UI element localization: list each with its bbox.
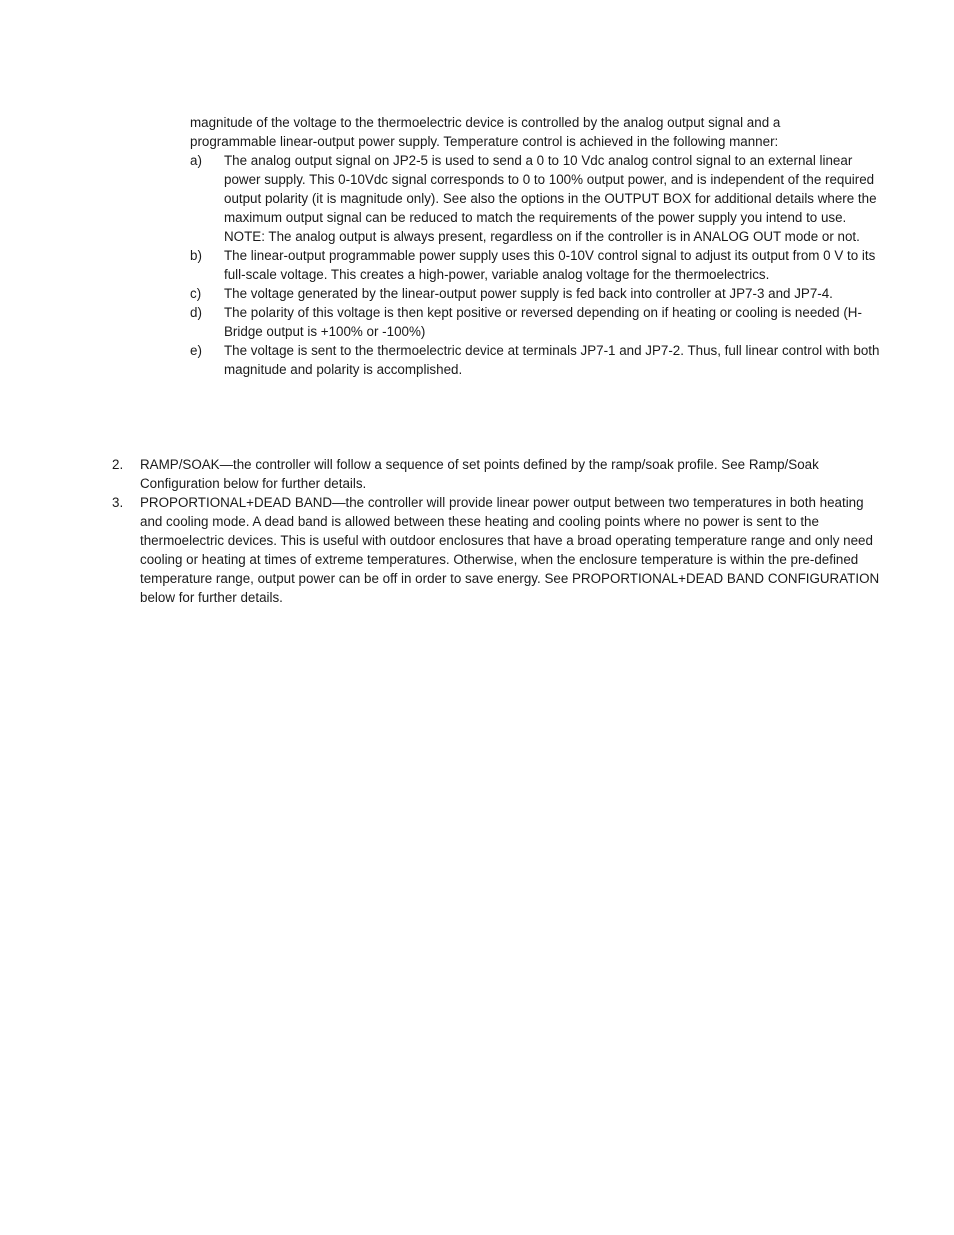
list-marker: b) bbox=[190, 248, 202, 263]
numbered-list bbox=[112, 455, 880, 607]
list-marker: c) bbox=[190, 286, 202, 301]
list-marker: e) bbox=[190, 343, 202, 358]
list-item-text: The polarity of this voltage is then kept positive or reversed depending on if heating or cooling is needed (H-Bridge output is +100% or -100%) bbox=[224, 305, 862, 339]
intro-paragraph bbox=[190, 113, 880, 151]
list-marker: 2. bbox=[112, 457, 124, 472]
list-marker: 3. bbox=[112, 495, 124, 510]
list-item-3 bbox=[112, 493, 880, 607]
list-marker: a) bbox=[190, 153, 202, 168]
list-item-text: RAMP/SOAK—the controller will follow a sequence of set points defined by the ramp/soak profile. See Ramp/Soak Configuration below for further details. bbox=[140, 457, 819, 491]
list-marker: d) bbox=[190, 305, 202, 320]
list-item-d bbox=[190, 303, 880, 341]
intro-line-1: magnitude of the voltage to the thermoelectric device is controlled by the analog output signal and a bbox=[190, 115, 781, 130]
lettered-list bbox=[190, 151, 880, 379]
list-item-text: The analog output signal on JP2-5 is used to send a 0 to 10 Vdc analog control signal to an external linear power supply. This 0-10Vdc signal corresponds to 0 to 100% output power, and is independent of the required output polarity (it is magnitude only). See also the options in the OUTPUT BOX for additional details where the maximum output signal can be reduced to match the requirements of the power supply you intend to use. bbox=[224, 153, 877, 225]
list-item-text: The voltage is sent to the thermoelectric device at terminals JP7-1 and JP7-2. Thus, full linear control with both magnitude and polarity is accomplished. bbox=[224, 343, 880, 377]
list-item-b bbox=[190, 246, 880, 284]
list-item-text: PROPORTIONAL+DEAD BAND—the controller will provide linear power output between two temperatures in both heating and cooling mode. A dead band is allowed between these heating and cooling points where no power is sent to the thermoelectric devices. This is useful with outdoor enclosures that have a broad operating temperature range and only need cooling or heating at times of extreme temperatures. Otherwise, when the enclosure temperature is within the pre-defined temperature range, output power can be off in order to save energy. See PROPORTIONAL+DEAD BAND CONFIGURATION below for further details. bbox=[140, 495, 880, 605]
note-text: NOTE: The analog output is always present, regardless on if the controller is in ANALOG OUT mode or not. bbox=[224, 229, 860, 244]
list-item-c bbox=[190, 284, 880, 303]
list-item-e bbox=[190, 341, 880, 379]
list-item-2 bbox=[112, 455, 880, 493]
list-item-text: The linear-output programmable power supply uses this 0-10V control signal to adjust its output from 0 V to its full-scale voltage. This creates a high-power, variable analog voltage for the thermoelectrics. bbox=[224, 248, 876, 282]
list-item-a bbox=[190, 151, 880, 246]
list-item-text: The voltage generated by the linear-output power supply is fed back into controller at JP7-3 and JP7-4. bbox=[224, 286, 833, 301]
intro-line-2: programmable linear-output power supply. Temperature control is achieved in the following manner: bbox=[190, 134, 779, 149]
